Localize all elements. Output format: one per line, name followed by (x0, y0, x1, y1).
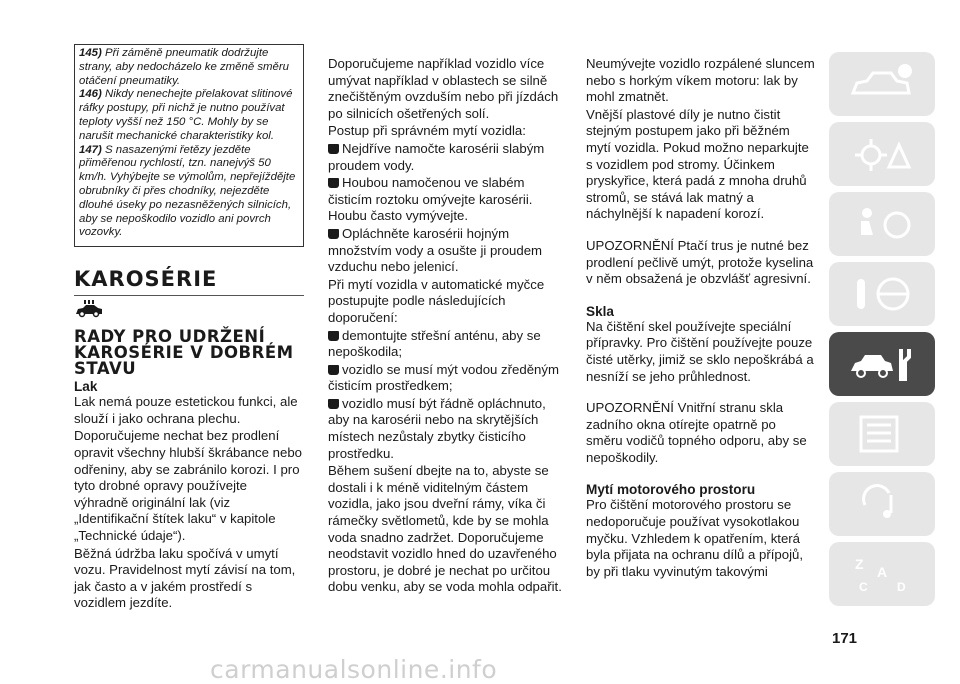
bullet-item: Nejdříve namočte karosérii slabým proudem vody. (328, 140, 545, 173)
note-145: 145) Při záměně pneumatik dodržujte strany, aby nedocházelo ke změně směru otáčení pneumatiky. (79, 47, 289, 87)
tab-seat-safety[interactable] (829, 192, 935, 256)
bullet-icon (328, 365, 339, 375)
seat-safety-icon (847, 201, 917, 247)
bullet-item: demontujte střešní anténu, aby se nepoškodila; (328, 327, 541, 360)
car-tools-icon (847, 341, 917, 387)
tab-index[interactable] (829, 542, 935, 606)
skla-heading: Skla (586, 303, 614, 319)
bullet-item: vozidlo se musí mýt vodou zředěným čisticím prostředkem; (328, 361, 559, 394)
paragraph: Vnější plastové díly je nutno čistit stejným postupem jako při běžném mytí vozidla. Pokud možno neparkujte s vozidlem pod stromy. Účinkem pryskyřice, která padá z mnoha druhů stromů, se stává lak matný a náchylnější k napadení korozí. (586, 106, 809, 222)
tab-warning-lights[interactable] (829, 122, 935, 186)
key-steering-icon (847, 271, 917, 317)
warning-paragraph: UPOZORNĚNÍ Ptačí trus je nutné bez prodlení pečlivě umýt, protože kyselina v něm obsažená je obzvlášť agresivní. (586, 237, 814, 287)
bullet-icon (328, 178, 339, 188)
paragraph: Postup při správném mytí vozidla: (328, 123, 526, 139)
paragraph: Běžná údržba laku spočívá v umytí vozu. Pravidelnost mytí závisí na tom, jak často a v jakém prostředí s vozidlem jezdíte. (74, 545, 296, 611)
subsection-title: RADY PRO UDRŽENÍ KAROSÉRIE V DOBRÉM STAVU (74, 327, 294, 379)
column-1 (74, 44, 304, 613)
bullet-icon (328, 144, 339, 154)
bullet-icon (328, 399, 339, 409)
svg-text:Z: Z (855, 556, 864, 572)
paragraph: Pro čištění motorového prostoru se nedoporučuje používat vysokotlakou myčku. Vzhledem k opatřením, která byla přijata na ochranu dílů a přípojů, by při tlaku vyvinutým takovými (586, 497, 804, 579)
paragraph: Doporučujeme například vozidlo více umývat například v oblastech se silně znečištěným ovzduším nebo při jízdách po silnicích ošetřených solí. (328, 56, 559, 121)
bullet-icon (328, 331, 339, 341)
bullet-item: vozidlo musí být řádně opláchnuto, aby na karosérii nebo na skrytějších místech nezůstaly zbytky čisticího prostředku. (328, 395, 546, 461)
notes-box (74, 44, 304, 247)
paragraph: Na čištění skel používejte speciální přípravky. Pro čištění používejte pouze čisté utěrky, jimiž se sklo nepoškrábá a nesníží se jeho průhlednost. (586, 318, 814, 384)
car-wash-icon (74, 300, 104, 318)
paragraph: Během sušení dbejte na to, abyste se dostali i k méně viditelným částem vozidla, jako jsou dveřní rámy, víka či rámečky světlometů, kde by se mohla voda snadno zadržet. Doporučujeme neodstavit vozidlo hned do uzavřeného prostoru, je dobré je nechat po určitou dobu venku, aby se voda mohla odpařit. (328, 463, 562, 595)
column-2 (328, 56, 564, 597)
tab-key-steering[interactable] (829, 262, 935, 326)
tab-car-maintenance[interactable] (829, 332, 935, 396)
motor-heading: Mytí motorového prostoru (586, 482, 756, 498)
svg-text:C: C (859, 580, 868, 594)
svg-text:D: D (897, 580, 906, 594)
index-letters-icon (847, 551, 917, 597)
paragraph: Lak nemá pouze estetickou funkci, ale slouží i jako ochrana plechu. (74, 394, 298, 426)
warning-lights-icon (847, 131, 917, 177)
bullet-icon (328, 229, 339, 239)
paragraph: Neumývejte vozidlo rozpálené sluncem nebo s horkým víkem motoru: lak by mohl zmatnět. (586, 56, 815, 105)
paragraph: Doporučujeme nechat bez prodlení opravit všechny hlubší škrábance nebo odřeniny, aby se zabránilo korozi. I pro tyto drobné opravy používejte výhradně originální lak (viz „Identifikační štítek laku“ v kapitole „Technické údaje“). (74, 428, 302, 543)
page-number: 171 (832, 630, 858, 647)
tab-multimedia[interactable] (829, 472, 935, 536)
column-3 (586, 56, 816, 581)
car-info-icon (847, 61, 917, 107)
tab-car-info[interactable] (829, 52, 935, 116)
list-icon (847, 411, 917, 457)
lak-heading: Lak (74, 379, 98, 395)
note-146: 146) Nikdy nenechejte přelakovat slitinové ráfky postupy, při nichž je nutno používat teploty vyšší než 150 °C. Mohly by se narušit mechanické charakteristiky kol. (79, 88, 293, 142)
svg-text:A: A (877, 564, 888, 580)
multimedia-icon (847, 481, 917, 527)
bullet-item: Opláchněte karosérii hojným množstvím vody a osušte ji proudem vzduchu nebo jelenicí. (328, 225, 543, 275)
note-147: 147) S nasazenými řetězy jezděte přiměřenou rychlostí, tzn. nanejvýš 50 km/h. Vyhýbejte se výmolům, nepřejíždějte obrubníky či přes chodníky, nejezděte dlouhé úseky po nezasněžených silnicích, aby se nepoškodilo vozidlo ani povrch vozovky. (79, 143, 296, 239)
tab-list[interactable] (829, 402, 935, 466)
bullet-item: Houbou namočenou ve slabém čisticím roztoku omývejte karosérii. Houbu často vymývejte. (328, 175, 533, 224)
chapter-sidebar (829, 52, 937, 612)
warning-paragraph: UPOZORNĚNÍ Vnitřní stranu skla zadního okna otírejte opatrně po směru vodičů topného odporu, aby se nepoškodily. (586, 400, 807, 465)
section-title: KAROSÉRIE (74, 267, 304, 296)
paragraph: Při mytí vozidla v automatické myčce postupujte podle následujících doporučení: (328, 276, 545, 325)
watermark: carmanualsonline.info (210, 655, 498, 684)
